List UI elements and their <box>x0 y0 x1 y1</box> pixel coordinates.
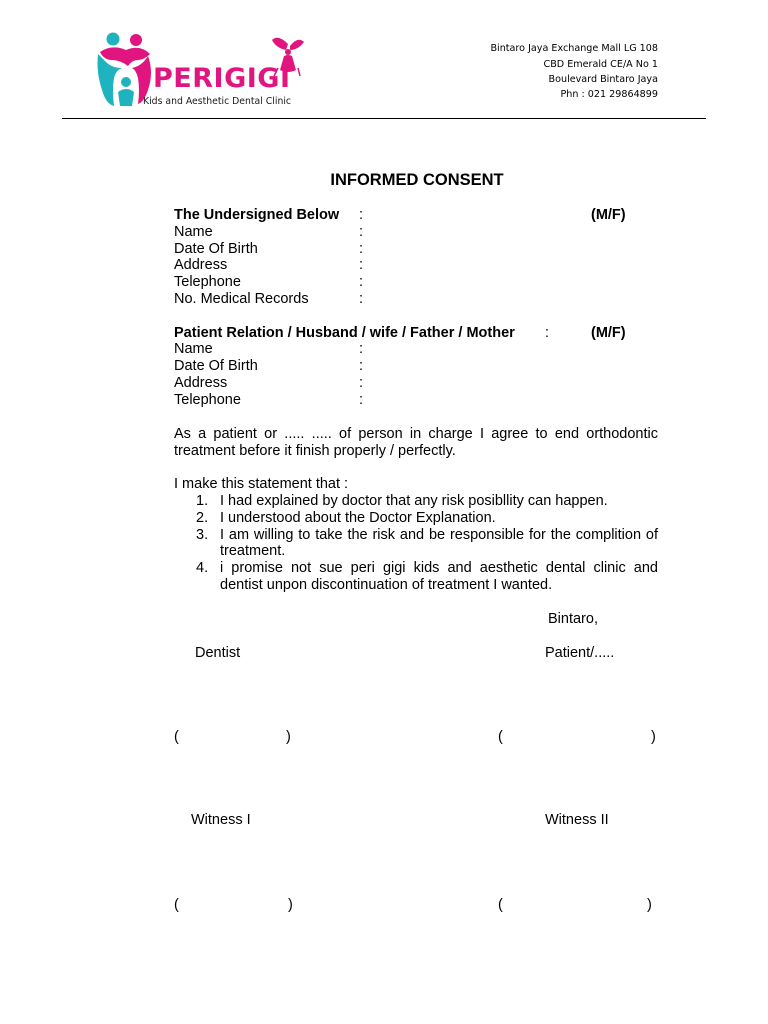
colon: : <box>359 207 364 223</box>
witness-1-label: Witness I <box>191 812 251 828</box>
field-label-address: Address <box>174 257 228 273</box>
signature-open-paren: ( <box>174 897 179 913</box>
signature-close-paren: ) <box>651 729 656 745</box>
signature-open-paren: ( <box>174 729 179 745</box>
colon: : <box>359 392 364 408</box>
agreement-paragraph: As a patient or ..... ..... of person in charge I agree to end orthodontic treatment before it finish properly / perfectly. <box>174 426 658 459</box>
brand-name: PERIGIGI <box>153 63 291 94</box>
field-label-dob: Date Of Birth <box>174 358 258 374</box>
witness-2-label: Witness II <box>545 812 609 828</box>
sex-marker: (M/F) <box>591 325 626 341</box>
header-divider <box>62 118 706 119</box>
place-label: Bintaro, <box>548 611 598 627</box>
undersigned-heading: The Undersigned Below <box>174 207 340 223</box>
signature-close-paren: ) <box>288 897 293 913</box>
field-label-name: Name <box>174 341 213 357</box>
colon: : <box>359 224 364 240</box>
field-label-name: Name <box>174 224 213 240</box>
colon: : <box>359 358 364 374</box>
colon: : <box>359 375 364 391</box>
address-line-1: Bintaro Jaya Exchange Mall LG 108 <box>490 43 658 54</box>
statement-intro: I make this statement that : <box>174 476 349 492</box>
statement-list <box>174 493 658 594</box>
colon: : <box>359 274 364 290</box>
phone-line: Phn : 021 29864899 <box>560 89 658 100</box>
relation-heading: Patient Relation / Husband / wife / Father / Mother <box>174 325 515 341</box>
field-label-medical-records: No. Medical Records <box>174 291 309 307</box>
list-item: 4. i promise not sue peri gigi kids and aesthetic dental clinic and dentist unpon discontinuation of treatment I wanted. <box>196 560 658 593</box>
signature-open-paren: ( <box>498 897 503 913</box>
sex-marker: (M/F) <box>591 207 626 223</box>
list-item: 1. I had explained by doctor that any risk posibllity can happen. <box>196 493 608 509</box>
field-label-telephone: Telephone <box>174 392 241 408</box>
field-label-telephone: Telephone <box>174 274 241 290</box>
colon: : <box>359 291 364 307</box>
colon: : <box>359 257 364 273</box>
brand-tagline: Kids and Aesthetic Dental Clinic <box>143 96 292 107</box>
logo-figures-icon <box>98 33 152 107</box>
field-label-address: Address <box>174 375 228 391</box>
colon: : <box>359 341 364 357</box>
address-line-3: Boulevard Bintaro Jaya <box>548 74 658 85</box>
page-title: INFORMED CONSENT <box>330 171 504 189</box>
signature-close-paren: ) <box>647 897 652 913</box>
field-label-dob: Date Of Birth <box>174 241 258 257</box>
signature-close-paren: ) <box>286 729 291 745</box>
list-item: 3. I am willing to take the risk and be responsible for the complition of treatment. <box>196 526 658 560</box>
patient-label: Patient/..... <box>545 645 615 661</box>
signature-open-paren: ( <box>498 729 503 745</box>
colon: : <box>359 241 364 257</box>
address-line-2: CBD Emerald CE/A No 1 <box>543 59 658 70</box>
dentist-label: Dentist <box>195 645 241 661</box>
colon: : <box>545 325 550 341</box>
list-item: 2. I understood about the Doctor Explanation. <box>196 509 496 526</box>
